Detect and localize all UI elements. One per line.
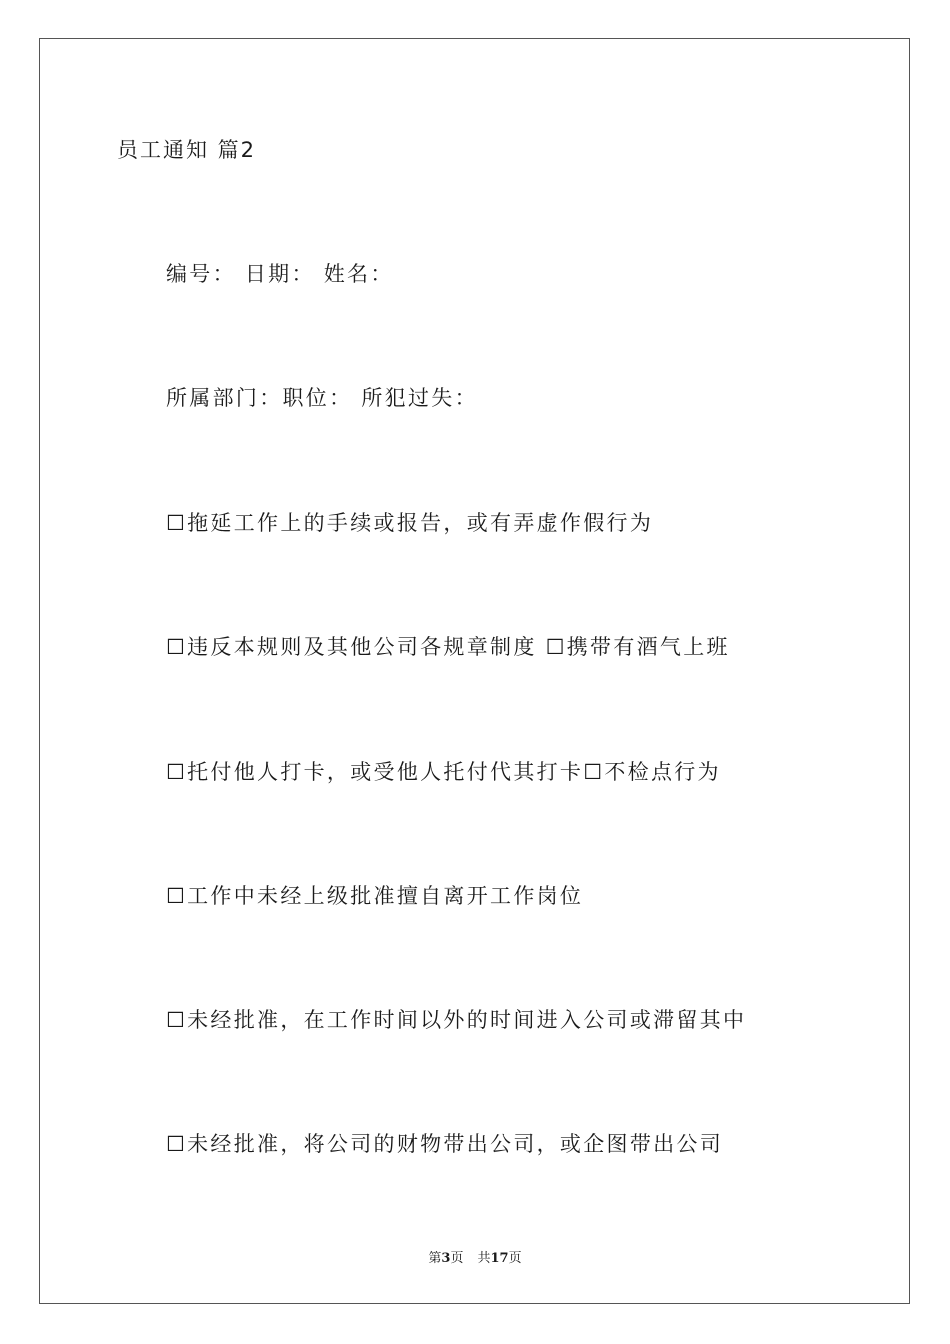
checkbox-item-proxy-punch-misconduct: ☐托付他人打卡，或受他人托付代其打卡☐不检点行为 [166,760,721,784]
checkbox-item-leave-post: ☐工作中未经上级批准擅自离开工作岗位 [166,884,584,908]
page-footer [0,1247,950,1266]
checkbox-item-delay-falsify: ☐拖延工作上的手续或报告，或有弄虚作假行为 [166,511,654,535]
form-fields-line-department-position-offense: 所属部门：职位： 所犯过失： [166,386,478,410]
footer-total-suffix: 页 [508,1251,522,1266]
checkbox-item-violate-rules-alcohol: ☐违反本规则及其他公司各规章制度 ☐携带有酒气上班 [166,635,730,659]
footer-page-current: 3 [441,1251,451,1266]
document-title: 员工通知 篇2 [117,138,257,162]
page-border [39,38,910,1304]
footer-page-suffix: 页 [450,1251,464,1266]
checkbox-item-unauthorized-entry: ☐未经批准，在工作时间以外的时间进入公司或滞留其中 [166,1008,747,1032]
footer-total-prefix: 共 [477,1251,491,1266]
footer-page-total: 17 [490,1251,509,1266]
checkbox-item-remove-property: ☐未经批准，将公司的财物带出公司，或企图带出公司 [166,1132,724,1156]
form-fields-line-id-date-name: 编号： 日期： 姓名： [166,262,394,286]
footer-page-prefix: 第 [428,1251,442,1266]
